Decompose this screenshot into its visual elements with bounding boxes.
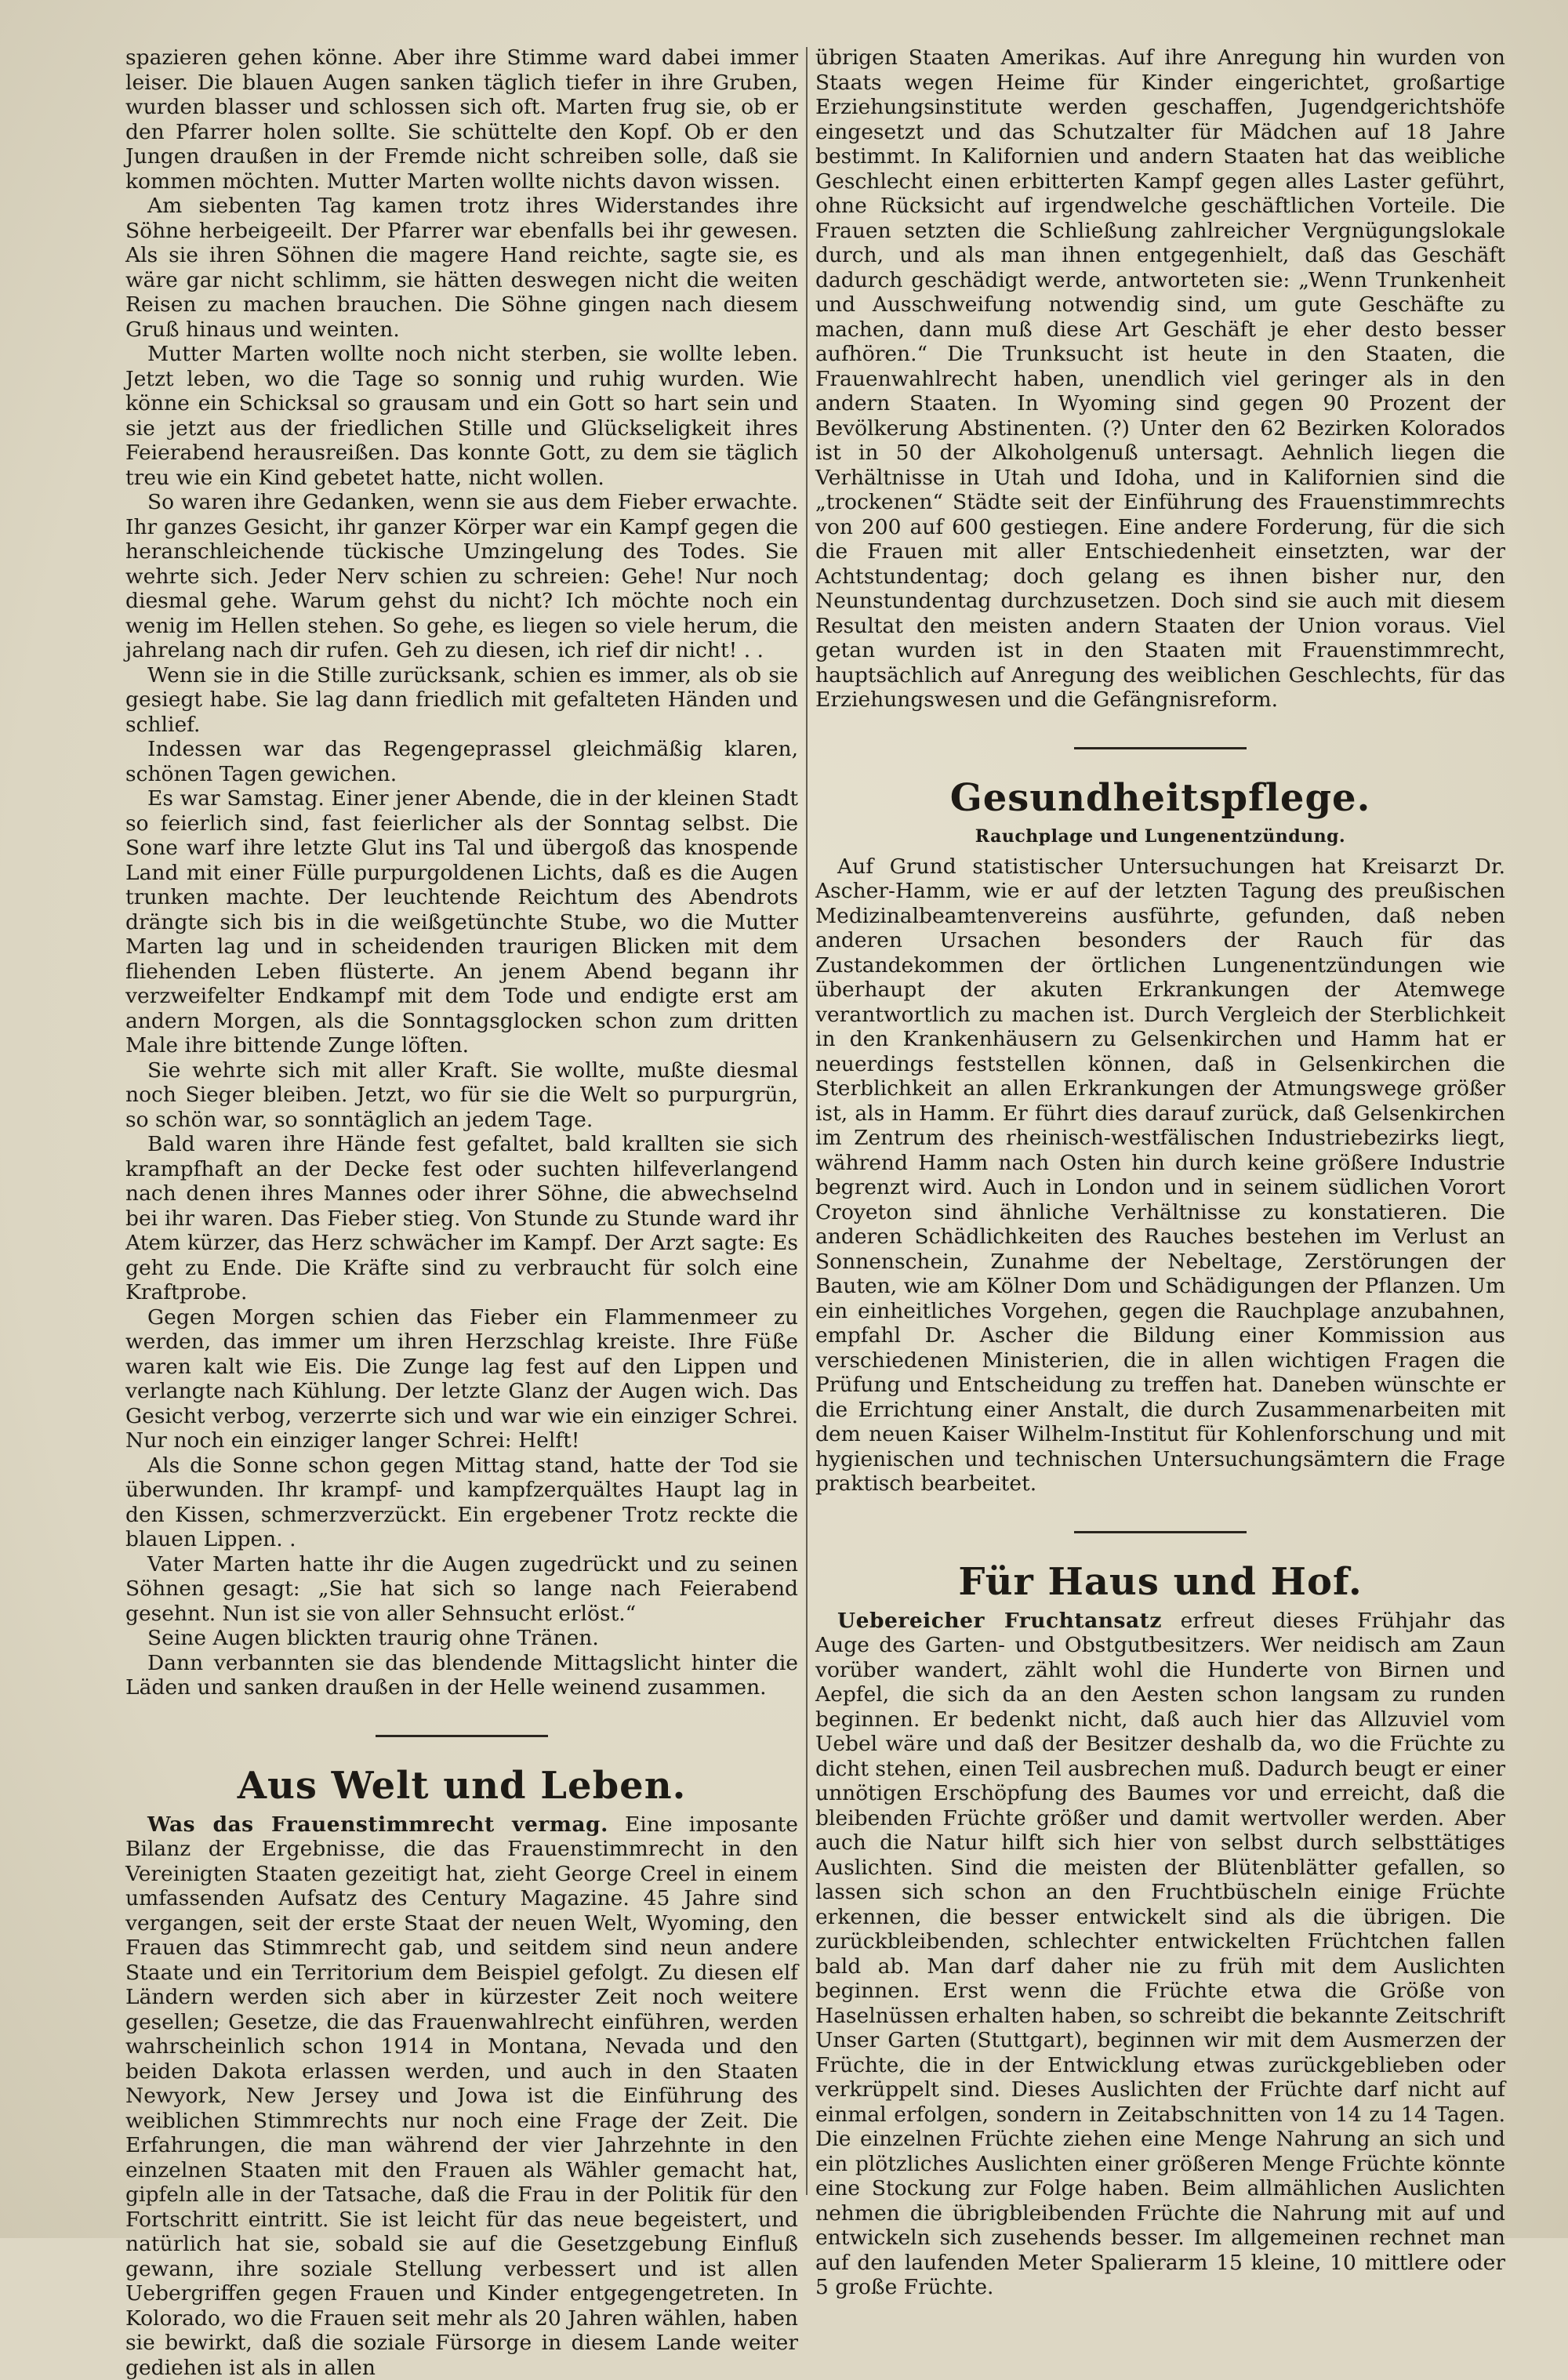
right-column xyxy=(815,45,1505,2162)
section-title-fuer-haus-und-hof: Für Haus und Hof. xyxy=(815,1560,1505,1604)
section-divider xyxy=(376,1735,548,1737)
article-lead: Was das Frauenstimmrecht vermag. xyxy=(147,1812,608,1837)
paragraph: Sie wehrte sich mit aller Kraft. Sie wollte, mußte diesmal noch Sieger bleiben. Jetzt, wo für sie die Welt so purpurgrün, so schön war, so sonntäglich an jedem Tage. xyxy=(125,1058,798,1133)
paragraph: Dann verbannten sie das blendende Mittagslicht hinter die Läden und sanken draußen in der Helle weinend zusammen. xyxy=(125,1651,798,1700)
article-rauchplage: Auf Grund statistischer Untersuchungen hat Kreisarzt Dr. Ascher-Hamm, wie er auf der letzten Tagung des preußischen Medizinalbeamtenvereins ausführte, gefunden, daß neben anderen Ursachen besonders der Rauch für das Zustandekommen der örtlichen Lungenentzündungen wie überhaupt der akuten Erkrankungen der Atemwege verantwortlich zu machen ist. Durch Vergleich der Sterblichkeit in den Krankenhäusern zu Gelsenkirchen und Hamm hat er neuerdings feststellen können, daß in Gelsenkirchen die Sterblichkeit an allen Erkrankungen der Atmungswege größer ist, als in Hamm. Er führt dies darauf zurück, daß Gelsenkirchen im Zentrum des rheinisch-westfälischen Industriebezirks liegt, während Hamm nach Osten hin durch keine größere Industrie begrenzt wird. Auch in London und in seinem südlichen Vorort Croyeton sind ähnliche Verhältnisse zu konstatieren. Die anderen Schädlichkeiten des Rauches bestehen im Verlust an Sonnenschein, Zunahme der Nebeltage, Zerstörungen der Bauten, wie am Kölner Dom und Schädigungen der Pflanzen. Um ein einheitliches Vorgehen, gegen die Rauchplage anzubahnen, empfahl Dr. Ascher die Bildung einer Kommission aus verschiedenen Ministerien, die in allen wichtigen Fragen die Prüfung und Entscheidung zu treffen hat. Daneben wünschte er die Errichtung einer Anstalt, die durch Zusammenarbeiten mit dem neuen Kaiser Wilhelm-Institut für Kohlenforschung und mit hygienischen und technischen Untersuchungsämtern die Frage praktisch bearbeitet. xyxy=(815,854,1505,1497)
paragraph: Indessen war das Regengeprassel gleichmäßig klaren, schönen Tagen gewichen. xyxy=(125,737,798,786)
article-title-rauchplage: Rauchplage und Lungenentzündung. xyxy=(815,825,1505,848)
section-divider xyxy=(1074,747,1247,749)
section-divider xyxy=(1074,1531,1247,1533)
paragraph: Bald waren ihre Hände fest gefaltet, bald krallten sie sich krampfhaft an der Decke fest oder suchten hilfeverlangend nach denen ihres Mannes oder ihrer Söhne, die abwechselnd bei ihr waren. Das Fieber stieg. Von Stunde zu Stunde ward ihr Atem kürzer, das Herz schwächer im Kampf. Der Arzt sagte: Es geht zu Ende. Die Kräfte sind zu verbraucht für solch eine Kraftprobe. xyxy=(125,1132,798,1305)
paragraph: Gegen Morgen schien das Fieber ein Flammenmeer zu werden, das immer um ihren Herzschlag kreiste. Ihre Füße waren kalt wie Eis. Die Zunge lag fest auf den Lippen und verlangte nach Kühlung. Der letzte Glanz der Augen wich. Das Gesicht verbog, verzerrte sich und war wie ein einziger Schrei. Nur noch ein einziger langer Schrei: Helft! xyxy=(125,1305,798,1453)
paragraph: Vater Marten hatte ihr die Augen zugedrückt und zu seinen Söhnen gesagt: „Sie hat sich so lange nach Feierabend gesehnt. Nun ist sie von aller Sehnsucht erlöst.“ xyxy=(125,1552,798,1627)
paragraph: Am siebenten Tag kamen trotz ihres Widerstandes ihre Söhne herbeigeeilt. Der Pfarrer war ebenfalls bei ihr gewesen. Als sie ihren Söhnen die magere Hand reichte, sagte sie, es wäre gar nicht schlimm, sie hätten deswegen nicht die weiten Reisen zu machen brauchen. Die Söhne gingen nach diesem Gruß hinaus und weinten. xyxy=(125,194,798,342)
article-body: Eine imposante Bilanz der Ergebnisse, die das Frauenstimmrecht in den Vereinigten Staaten gezeitigt hat, zieht George Creel in einem umfassenden Aufsatz des Century Magazine. 45 Jahre sind vergangen, seit der erste Staat der neuen Welt, Wyoming, den Frauen das Stimmrecht gab, und seitdem sind neun andere Staate und ein Territorium dem Beispiel gefolgt. Zu diesen elf Ländern werden sich aber in kürzester Zeit noch weitere gesellen; Gesetze, die das Frauenwahlrecht einführen, werden wahrscheinlich schon 1914 in Montana, Nevada und den beiden Dakota erlassen werden, und auch in den Staaten Newyork, New Jersey und Jowa ist die Einführung des weiblichen Stimmrechts nur noch eine Frage der Zeit. Die Erfahrungen, die man während der vier Jahrzehnte in den einzelnen Staaten mit den Frauen als Wähler gemacht hat, gipfeln alle in der Tatsache, daß die Frau in der Politik für den Fortschritt eintritt. Sie ist leicht für das neue begeistert, und natürlich hat sie, sobald sie auf die Gesetzgebung Einfluß gewann, ihre soziale Stellung verbessert und ist allen Uebergriffen gegen Frauen und Kinder entgegengetreten. In Kolorado, wo die Frauen seit mehr als 20 Jahren wählen, haben sie bewirkt, daß die soziale Fürsorge in diesem Lande weiter gediehen ist als in allen xyxy=(125,1812,798,2380)
article-body: erfreut dieses Frühjahr das Auge des Garten- und Obstgutbesitzers. Wer neidisch am Zaun vorüber wandert, zählt wohl die Hunderte von Birnen und Aepfel, die sich da an den Aesten schon langsam zu runden beginnen. Er bedenkt nicht, daß auch hier das Allzuviel vom Uebel wäre und daß der Besitzer deshalb da, wo die Früchte zu dicht stehen, einen Teil ausbrechen muß. Dadurch beugt er einer unnötigen Erschöpfung des Baumes vor und erreicht, daß die bleibenden Früchte größer und damit wertvoller werden. Aber auch die Natur hilft sich hier von selbst durch selbsttätiges Auslichten. Sind die meisten der Blütenblätter gefallen, so lassen sich schon an den Fruchtbüscheln einige Früchte erkennen, die besser entwickelt sind als die übrigen. Die zurückbleibenden, schlechter entwickelten Früchtchen fallen bald ab. Man darf daher nie zu früh mit dem Auslichten beginnen. Erst wenn die Früchte etwa die Größe von Haselnüssen erhalten haben, so schreibt die bekannte Zeitschrift Unser Garten (Stuttgart), beginnen wir mit dem Ausmerzen der Früchte, die in der Entwicklung etwas zurückgeblieben oder verkrüppelt sind. Dieses Auslichten der Früchte darf nicht auf einmal erfolgen, sondern in Zeitabschnitten von 14 zu 14 Tagen. Die einzelnen Früchte ziehen eine Menge Nahrung an sich und ein plötzliches Auslichten einer größeren Menge Früchte könnte eine Stockung zur Folge haben. Beim allmählichen Auslichten nehmen die übrigbleibenden Früchte die Nahrung mit auf und entwickeln sich zusehends besser. Im allgemeinen rechnet man auf den laufenden Meter Spalierarm 15 kleine, 10 mittlere oder 5 große Früchte. xyxy=(815,1609,1505,2300)
article-continuation: übrigen Staaten Amerikas. Auf ihre Anregung hin wurden von Staats wegen Heime für Kinder eingerichtet, großartige Erziehungsinstitute werden geschaffen, Jugendgerichtshöfe eingesetzt und das Schutzalter für Mädchen auf 18 Jahre bestimmt. In Kalifornien und andern Staaten hat das weibliche Geschlecht einen erbitterten Kampf gegen alles Laster geführt, ohne Rücksicht auf irgendwelche geschäftlichen Vorteile. Die Frauen setzten die Schließung zahlreicher Vergnügungslokale durch, und als man ihnen entgegenhielt, daß das Geschäft dadurch geschädigt werde, antworteten sie: „Wenn Trunkenheit und Ausschweifung notwendig sind, um gute Geschäfte zu machen, dann muß diese Art Geschäft je eher desto besser aufhören.“ Die Trunksucht ist heute in den Staaten, die Frauenwahlrecht haben, unendlich viel geringer als in den andern Staaten. In Wyoming sind gegen 90 Prozent der Bevölkerung Abstinenten. (?) Unter den 62 Bezirken Kolorados ist in 50 der Alkoholgenuß untersagt. Aehnlich liegen die Verhältnisse in Utah und Idoha, und in Kalifornien sind die „trockenen“ Städte seit der Einführung des Frauenstimmrechts von 200 auf 600 gestiegen. Eine andere Forderung, für die sich die Frauen mit aller Entschiedenheit einsetzten, war der Achtstundentag; doch gelang es ihnen bisher nur, den Neunstundentag durchzusetzen. Doch sind sie auch mit diesem Resultat den meisten andern Staaten der Union voraus. Viel getan wurden ist in den Staaten mit Frauenstimmrecht, hauptsächlich auf Anregung des weiblichen Geschlechts, für das Erziehungswesen und die Gefängnisreform. xyxy=(815,45,1505,713)
paragraph: Mutter Marten wollte noch nicht sterben, sie wollte leben. Jetzt leben, wo die Tage so sonnig und ruhig wurden. Wie könne ein Schicksal so grausam und ein Gott so hart sein und sie jetzt aus der friedlichen Stille und Glückseligkeit ihres Feierabend herausreißen. Das konnte Gott, zu dem sie täglich treu wie ein Kind gebetet hatte, nicht wollen. xyxy=(125,342,798,490)
paragraph: spazieren gehen könne. Aber ihre Stimme ward dabei immer leiser. Die blauen Augen sanken täglich tiefer in ihre Gruben, wurden blasser und schlossen sich oft. Marten frug sie, ob er den Pfarrer holen sollte. Sie schüttelte den Kopf. Ob er den Jungen draußen in der Fremde nicht schreiben solle, daß sie kommen möchten. Mutter Marten wollte nichts davon wissen. xyxy=(125,45,798,194)
section-title-gesundheitspflege: Gesundheitspflege. xyxy=(815,776,1505,820)
paragraph: So waren ihre Gedanken, wenn sie aus dem Fieber erwachte. Ihr ganzes Gesicht, ihr ganzer Körper war ein Kampf gegen die heranschleichende tückische Umzingelung des Todes. Sie wehrte sich. Jeder Nerv schien zu schreien: Gehe! Nur noch diesmal gehe. Warum gehst du nicht? Ich möchte noch ein wenig im Hellen stehen. So gehe, es liegen so viele herum, die jahrelang nach dir rufen. Geh zu diesen, ich rief dir nicht! . . xyxy=(125,490,798,663)
left-column xyxy=(125,45,798,2193)
article-lead: Uebereicher Fruchtansatz xyxy=(837,1609,1162,1633)
article-fruchtansatz xyxy=(815,1609,1505,2300)
paragraph: Es war Samstag. Einer jener Abende, die in der kleinen Stadt so feierlich sind, fast feierlicher als der Sonntag selbst. Die Sone warf ihre letzte Glut ins Tal und übergoß das knospende Land mit einer Fülle purpurgoldenen Lichts, daß es die Augen trunken machte. Der leuchtende Reichtum des Abendrots drängte sich bis in die weißgetünchte Stube, wo die Mutter Marten lag und in scheidenden traurigen Blicken mit dem fliehenden Leben flüsterte. An jenem Abend begann ihr verzweifelter Endkampf mit dem Tode und endigte erst am andern Morgen, als die Sonntagsglocken schon zum dritten Male ihre bittende Zunge löften. xyxy=(125,786,798,1058)
paragraph: Seine Augen blickten traurig ohne Tränen. xyxy=(125,1626,798,1651)
paragraph: Wenn sie in die Stille zurücksank, schien es immer, als ob sie gesiegt habe. Sie lag dann friedlich mit gefalteten Händen und schlief. xyxy=(125,663,798,738)
section-title-aus-welt-und-leben: Aus Welt und Leben. xyxy=(125,1764,798,1808)
paragraph: Als die Sonne schon gegen Mittag stand, hatte der Tod sie überwunden. Ihr krampf- und kampfzerquältes Haupt lag in den Kissen, schmerzverzückt. Ein ergebener Trotz reckte die blauen Lippen. . xyxy=(125,1453,798,1552)
column-divider xyxy=(806,47,808,2195)
article-frauenstimmrecht xyxy=(125,1812,798,2380)
